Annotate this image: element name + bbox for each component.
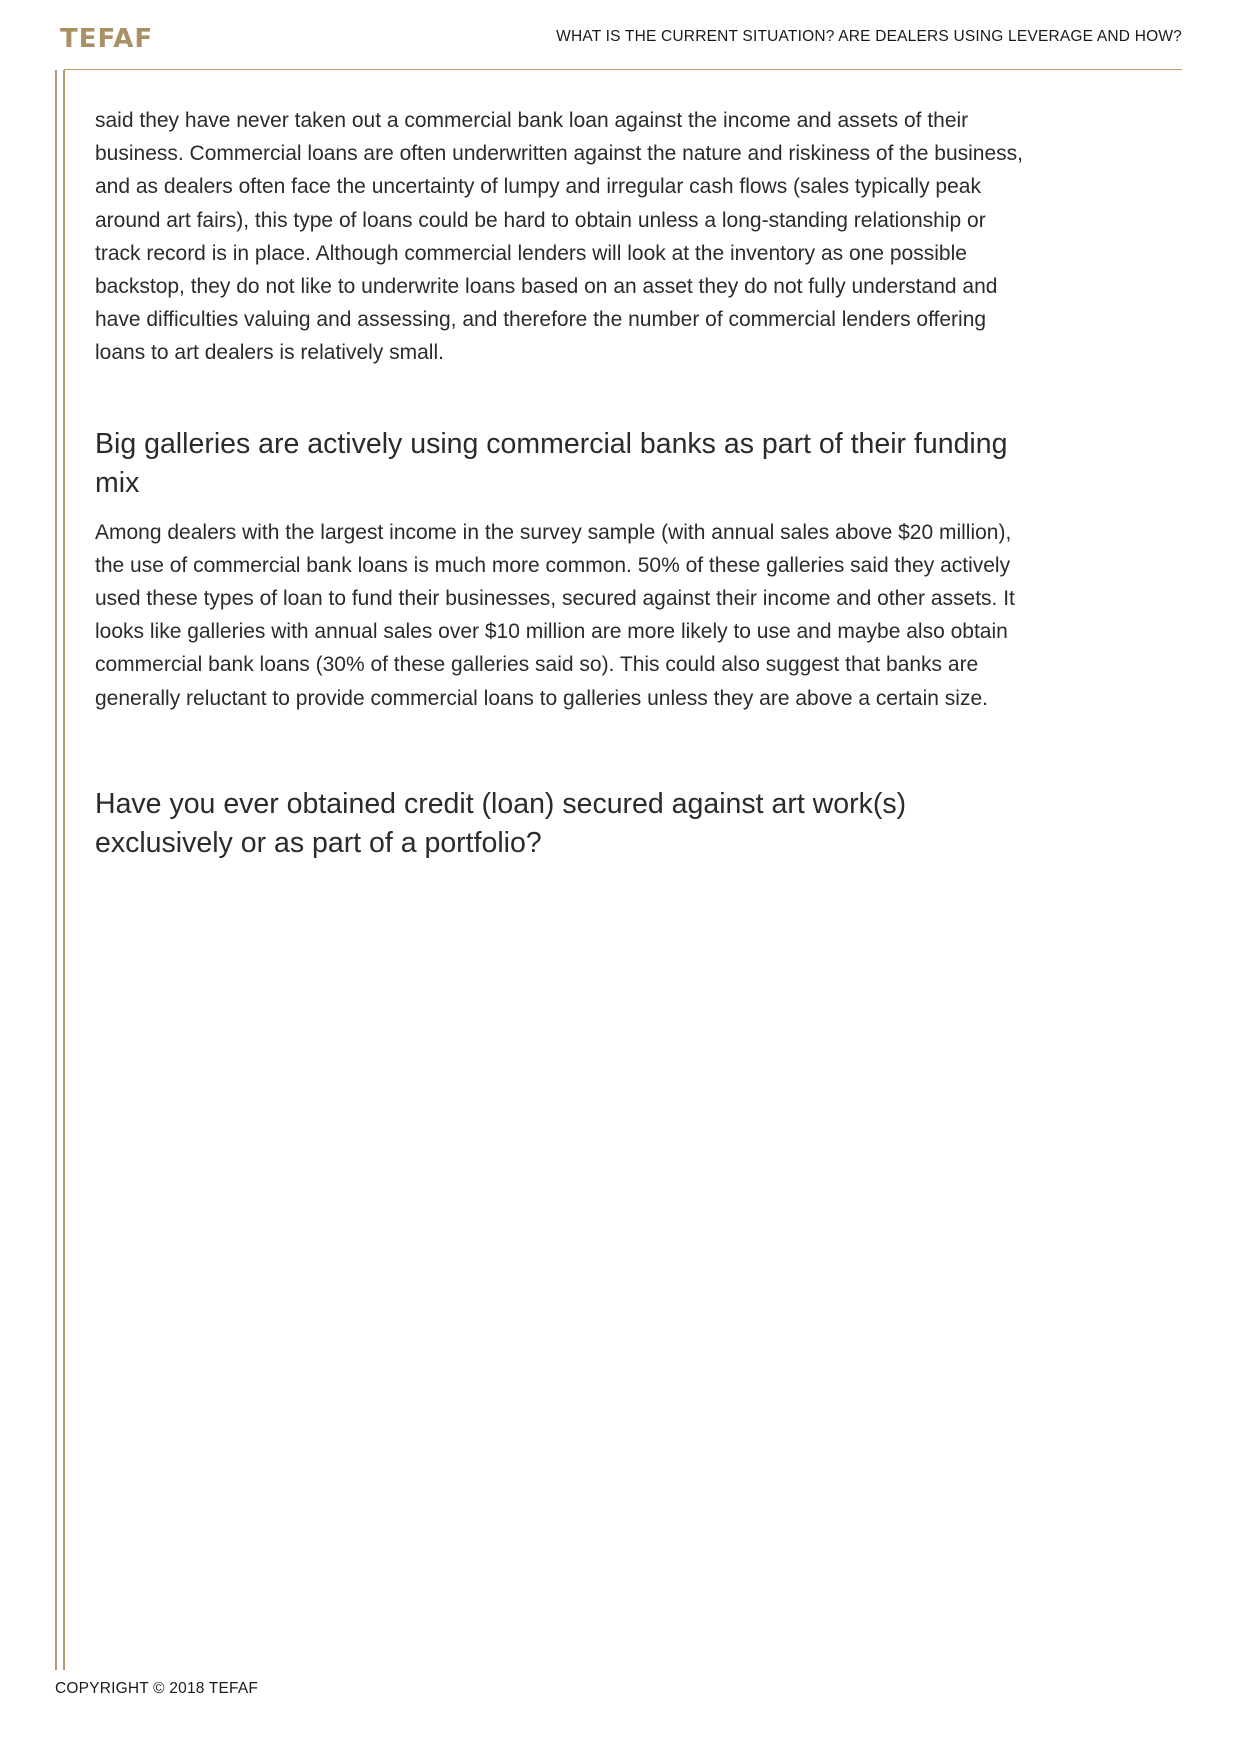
section-heading: Big galleries are actively using commercial banks as part of their funding mix (95, 427, 1008, 500)
margin-rule-outer (55, 70, 57, 1670)
header-divider (64, 69, 1182, 70)
margin-rule-inner (63, 70, 65, 1670)
question-heading: Have you ever obtained credit (loan) secured against art work(s) exclusively or as part of a portfolio? (95, 787, 907, 860)
running-title: WHAT IS THE CURRENT SITUATION? ARE DEALERS USING LEVERAGE AND HOW? (556, 28, 1182, 45)
copyright-notice: COPYRIGHT © 2018 TEFAF (55, 1680, 259, 1697)
page-content (95, 104, 1025, 864)
brand-logo: TEFAF (60, 24, 154, 54)
intro-paragraph: said they have never taken out a commercial bank loan against the income and assets of their business. Commercial loans are often underwritten against the nature and riskiness of the business, and as dealers often face the uncertainty of lumpy and irregular cash flows (sales typically peak around art fairs), this type of loans could be hard to obtain unless a long-standing relationship or track record is in place. Although commercial lenders will look at the inventory as one possible backstop, they do not like to underwrite loans based on an asset they do not fully understand and have difficulties valuing and assessing, and therefore the number of commercial lenders offering loans to art dealers is relatively small. (95, 109, 1023, 365)
section-paragraph: Among dealers with the largest income in the survey sample (with annual sales above $20 million), the use of commercial bank loans is much more common. 50% of these galleries said they actively used these types of loan to fund their businesses, secured against their income and other assets. It looks like galleries with annual sales over $10 million are more likely to use and maybe also obtain commercial bank loans (30% of these galleries said so). This could also suggest that banks are generally reluctant to provide commercial loans to galleries unless they are above a certain size. (95, 520, 1015, 710)
